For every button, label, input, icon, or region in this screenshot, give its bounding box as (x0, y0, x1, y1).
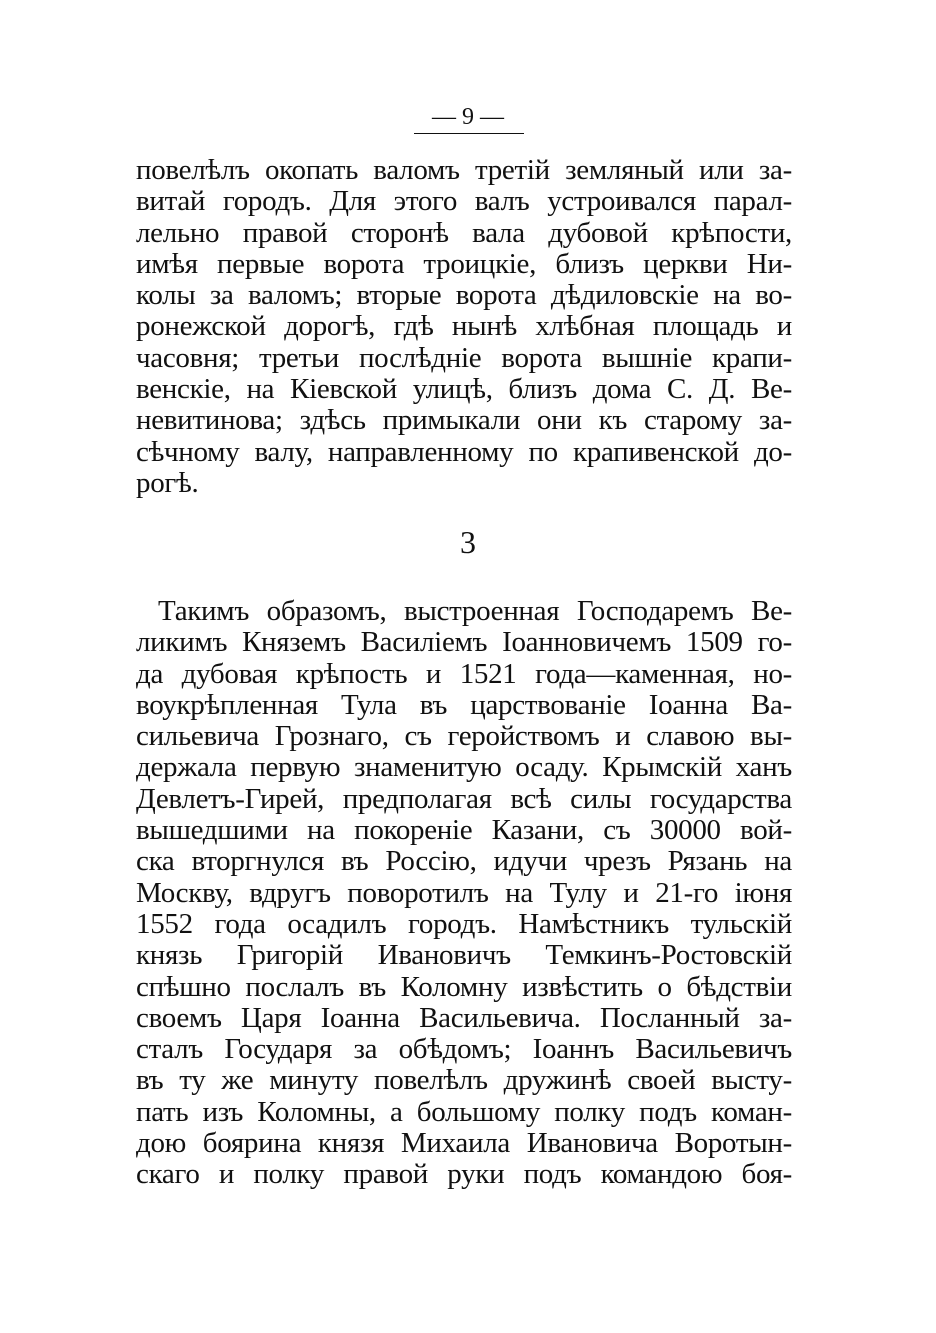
text-line: воукрѣпленная Тула въ царствованіе Іоанна Ва- (136, 688, 792, 721)
page-number-rule (414, 133, 524, 134)
page-number: — 9 — (432, 104, 504, 130)
text-line: витай городъ. Для этого валъ устроивался парал- (136, 185, 792, 218)
text-line: ликимъ Княземъ Василіемъ Іоанновичемъ 1509 го- (136, 626, 792, 659)
text-line: Такимъ образомъ, выстроенная Господаремъ Ве- (158, 595, 792, 627)
text-line: венскіе, на Кіевской улицѣ, близъ дома С. Д. Ве- (136, 373, 792, 406)
text-line: держала первую знаменитую осаду. Крымскій ханъ (136, 751, 792, 784)
text-line: пать изъ Коломны, а большому полку подъ коман- (136, 1095, 792, 1128)
text-line: ска вторгнулся въ Россію, идучи чрезъ Рязань на (136, 845, 792, 878)
text-line: сѣчному валу, направленному по крапивенской до- (136, 435, 792, 468)
text-line: 1552 года осадилъ городъ. Намѣстникъ тульскій (136, 907, 792, 940)
text-line: дою боярина князя Михаила Ивановича Воротын- (136, 1127, 792, 1160)
text-line: рогѣ. (136, 466, 199, 499)
text-line: сталъ Государя за обѣдомъ; Іоаннъ Васильевичъ (136, 1033, 792, 1066)
text-line: лельно правой сторонѣ вала дубовой крѣпости, (136, 216, 792, 249)
paragraph-1 (136, 155, 792, 499)
text-line: своемъ Царя Іоанна Васильевича. Посланный за- (136, 1001, 792, 1034)
text-line: вышедшими на покореніе Казани, съ 30000 вой- (136, 814, 792, 847)
section-number: 3 (460, 524, 476, 560)
text-line: невитинова; здѣсь примыкали они къ старому за- (136, 404, 792, 437)
text-line: Девлетъ-Гирей, предполагая всѣ силы государства (136, 782, 792, 815)
text-line: имѣя первые ворота троицкіе, близъ церкви Ни- (136, 247, 792, 280)
text-line: ронежской дорогѣ, гдѣ нынѣ хлѣбная площадь и (136, 310, 792, 343)
text-line: часовня; третьи послѣдніе ворота вышніе крапи- (136, 341, 792, 374)
text-line: спѣшно послалъ въ Коломну извѣстить о бѣдствіи (136, 970, 792, 1003)
text-line: сильевича Грознаго, съ геройствомъ и славою вы- (136, 720, 792, 753)
text-line: скаго и полку правой руки подъ командою боя- (136, 1158, 792, 1191)
text-line: колы за валомъ; вторые ворота дѣдиловскіе на во- (136, 279, 792, 312)
text-line: въ ту же минуту повелѣлъ дружинѣ своей высту- (136, 1064, 792, 1097)
text-line: повелѣлъ окопать валомъ третій земляный или за- (136, 154, 792, 186)
paragraph-2 (136, 596, 792, 1191)
text-line: да дубовая крѣпость и 1521 года—каменная, но- (136, 657, 792, 690)
text-line: князь Григорій Ивановичъ Темкинъ-Ростовскій (136, 939, 792, 972)
text-line: Москву, вдругъ поворотилъ на Тулу и 21-го іюня (136, 876, 792, 909)
